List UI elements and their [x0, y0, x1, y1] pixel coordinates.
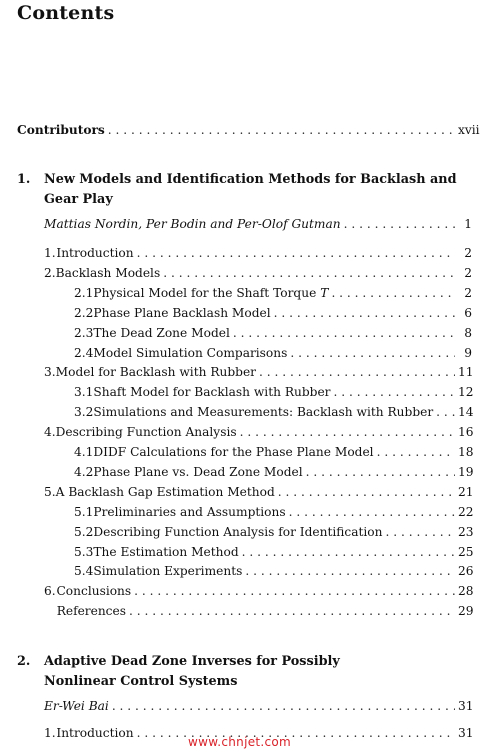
dot-leader [137, 724, 455, 742]
toc-page: 31 [458, 726, 474, 740]
chapter-authors[interactable] [44, 697, 472, 715]
dot-leader [344, 215, 455, 233]
toc-number: 2.1 [74, 285, 94, 300]
toc-title: The Dead Zone Model [93, 325, 230, 340]
toc-title: Preliminaries and Assumptions [93, 504, 286, 519]
dot-leader [163, 264, 455, 282]
toc-page: 8 [464, 325, 472, 340]
toc-title: Introduction [56, 246, 134, 260]
toc-page: 2 [464, 285, 472, 300]
toc-number: 5.2 [74, 524, 94, 539]
chapter-number: 1. [17, 172, 31, 187]
dot-leader [245, 562, 455, 580]
toc-title: Conclusions [56, 584, 132, 599]
toc-number: 2.3 [74, 325, 94, 340]
toc-page: 21 [458, 484, 474, 499]
toc-entry[interactable] [74, 543, 472, 561]
toc-number: 1. [44, 246, 56, 260]
toc-entry[interactable] [44, 244, 472, 262]
toc-entry[interactable] [74, 383, 472, 401]
toc-title: Introduction [56, 726, 134, 740]
toc-entry[interactable] [44, 363, 472, 381]
chapter-number: 2. [17, 654, 31, 669]
toc-entry[interactable] [74, 523, 472, 541]
toc-entry[interactable] [74, 284, 472, 302]
toc-page: 6 [464, 305, 472, 320]
dot-leader [129, 602, 455, 620]
toc-title: Backlash Models [55, 265, 161, 280]
dot-leader [112, 697, 455, 715]
toc-page: 19 [458, 464, 474, 479]
toc-page: 28 [458, 584, 474, 599]
dot-leader [259, 363, 455, 381]
chapter-heading[interactable] [17, 170, 467, 210]
toc-page: 23 [458, 524, 474, 539]
toc-entry[interactable] [44, 582, 472, 600]
toc-entry[interactable] [74, 503, 472, 521]
toc-page: 11 [458, 365, 474, 380]
dot-leader [289, 503, 455, 521]
toc-title: Simulations and Measurements: Backlash with Rubber [93, 405, 434, 420]
toc-entry[interactable] [74, 304, 472, 322]
toc-title: Model for Backlash with Rubber [55, 365, 256, 380]
toc-title: Physical Model for the Shaft Torque [93, 285, 317, 300]
dot-leader [333, 383, 455, 401]
dot-leader [134, 582, 455, 600]
toc-entry[interactable] [74, 443, 472, 461]
dot-leader [385, 523, 455, 541]
toc-page: 2 [464, 265, 472, 280]
toc-number: 4.1 [74, 445, 94, 459]
toc-entry[interactable] [74, 562, 472, 580]
chapter-title-line2: Nonlinear Control Systems [44, 674, 238, 689]
toc-entry[interactable] [44, 483, 472, 501]
toc-number: 1. [44, 726, 56, 740]
toc-number: 5.1 [74, 504, 94, 519]
dot-leader [377, 443, 455, 461]
toc-page: 18 [458, 445, 474, 459]
dot-leader [240, 423, 455, 441]
authors: Er-Wei Bai [44, 699, 109, 713]
toc-number: 5. [44, 484, 56, 499]
toc-entry[interactable] [44, 602, 472, 620]
toc-contributors[interactable] [17, 121, 480, 139]
toc-number: 6. [44, 584, 56, 599]
toc-number: 5.4 [74, 564, 94, 579]
toc-page: xvii [458, 123, 480, 137]
toc-entry[interactable] [74, 344, 472, 362]
chapter-title-line1: Adaptive Dead Zone Inverses for Possibly [44, 654, 340, 669]
dot-leader [233, 324, 455, 342]
toc-page: 9 [464, 345, 472, 360]
toc-page: 12 [458, 385, 474, 400]
toc-number: 2. [44, 265, 56, 280]
toc-title: Shaft Model for Backlash with Rubber [93, 385, 331, 400]
toc-entry[interactable] [74, 403, 472, 421]
toc-title: Describing Function Analysis for Identification [93, 524, 383, 539]
toc-page: 2 [464, 246, 472, 260]
dot-leader [137, 244, 455, 262]
page-title: Contents [17, 2, 115, 24]
toc-number: 4.2 [74, 464, 94, 479]
toc-title: The Estimation Method [93, 544, 239, 559]
chapter-title-line1: New Models and Identification Methods for Backlash and [44, 172, 457, 187]
toc-title: Phase Plane Backlash Model [93, 305, 271, 320]
toc-page: 26 [458, 564, 474, 579]
toc-title: Describing Function Analysis [55, 425, 237, 440]
toc-title: Simulation Experiments [93, 564, 243, 579]
toc-number: 2.4 [74, 345, 94, 360]
toc-number: 3.2 [74, 405, 94, 420]
toc-entry[interactable] [74, 324, 472, 342]
toc-title: Model Simulation Comparisons [93, 345, 288, 360]
toc-title-variable: T [320, 285, 329, 300]
toc-number: 4. [44, 425, 56, 440]
toc-title: Contributors [17, 123, 105, 137]
dot-leader [274, 304, 455, 322]
dot-leader [290, 344, 455, 362]
chapter-heading[interactable] [17, 652, 467, 692]
toc-title: References [56, 604, 126, 619]
watermark: www.chnjet.com [188, 735, 292, 749]
toc-page: 16 [458, 425, 474, 440]
toc-page: 1 [464, 217, 472, 231]
toc-page: 22 [458, 504, 474, 519]
toc-page: 14 [458, 405, 474, 420]
dot-leader [278, 483, 455, 501]
dot-leader [331, 284, 455, 302]
toc-title: Phase Plane vs. Dead Zone Model [93, 464, 303, 479]
chapter-title-line2: Gear Play [44, 192, 113, 207]
toc-page: 25 [458, 544, 474, 559]
toc-number: 2.2 [74, 305, 94, 320]
dot-leader [436, 403, 455, 421]
toc-entry[interactable] [44, 264, 472, 282]
toc-number: 3. [44, 365, 56, 380]
toc-entry[interactable] [74, 463, 472, 481]
toc-title: A Backlash Gap Estimation Method [55, 484, 275, 499]
authors: Mattias Nordin, Per Bodin and Per-Olof Gutman [44, 217, 341, 231]
toc-page: 29 [458, 604, 474, 619]
toc-title: DIDF Calculations for the Phase Plane Model [93, 445, 374, 459]
toc-entry[interactable] [44, 423, 472, 441]
toc-page: 31 [458, 699, 474, 713]
dot-leader [242, 543, 455, 561]
dot-leader [306, 463, 455, 481]
toc-number: 3.1 [74, 385, 94, 400]
toc-number: 5.3 [74, 544, 94, 559]
dot-leader [108, 121, 455, 139]
chapter-authors[interactable] [44, 215, 472, 233]
